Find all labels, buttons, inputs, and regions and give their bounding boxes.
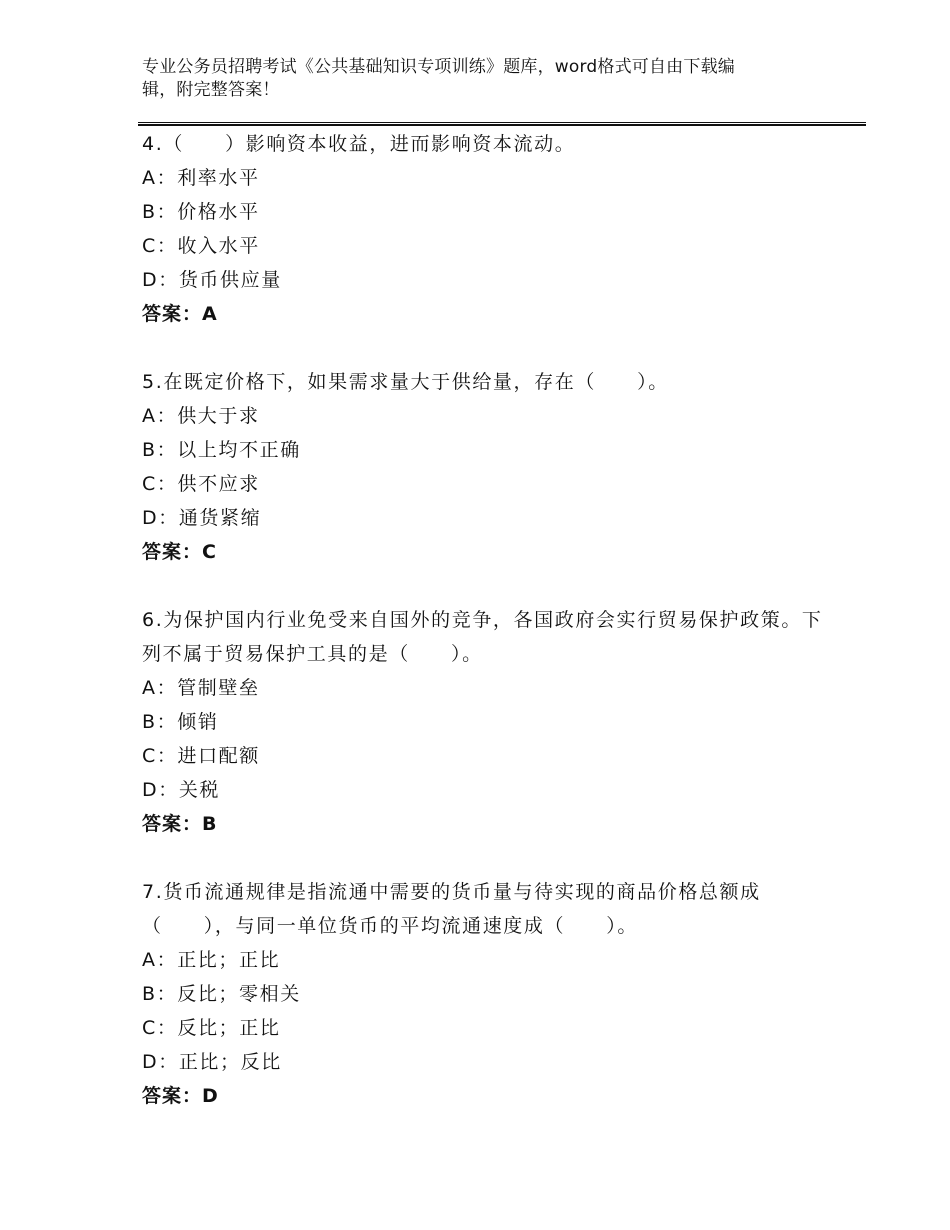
option-d: D：通货紧缩 (142, 507, 262, 529)
header-divider-thin (138, 122, 866, 123)
question-text: 7.货币流通规律是指流通中需要的货币量与待实现的商品价格总额成（ ），与同一单位货币的平均流通速度成（ ）。 (142, 881, 761, 937)
header-line-1: 专业公务员招聘考试《公共基础知识专项训练》题库，word格式可自由下载编 (142, 57, 735, 77)
question-spacer (142, 331, 842, 365)
answer-label: 答案：A (142, 303, 218, 325)
header-line-2: 辑，附完整答案！ (142, 80, 280, 100)
option-c: C：供不应求 (142, 473, 260, 495)
question-spacer (142, 841, 842, 875)
document-header (142, 56, 842, 102)
question-text: 6.为保护国内行业免受来自国外的竞争，各国政府会实行贸易保护政策。下列不属于贸易保护工具的是（ ）。 (142, 609, 823, 665)
option-b: B：以上均不正确 (142, 439, 301, 461)
option-b: B：反比；零相关 (142, 983, 301, 1005)
option-a: A：利率水平 (142, 167, 260, 189)
answer-label: 答案：B (142, 813, 218, 835)
question-spacer (142, 569, 842, 603)
option-a: A：正比；正比 (142, 949, 281, 971)
question-7 (142, 875, 842, 1113)
question-list (142, 127, 842, 1113)
option-b: B：价格水平 (142, 201, 260, 223)
option-d: D：关税 (142, 779, 221, 801)
option-d: D：正比；反比 (142, 1051, 282, 1073)
answer-label: 答案：D (142, 1085, 219, 1107)
question-6 (142, 603, 842, 841)
question-5 (142, 365, 842, 569)
question-text: 4.（ ）影响资本收益，进而影响资本流动。 (142, 133, 576, 155)
header-divider-thick (138, 124, 866, 126)
option-c: C：进口配额 (142, 745, 260, 767)
option-c: C：反比；正比 (142, 1017, 281, 1039)
option-d: D：货币供应量 (142, 269, 282, 291)
question-text: 5.在既定价格下，如果需求量大于供给量，存在（ ）。 (142, 371, 669, 393)
question-4 (142, 127, 842, 331)
answer-label: 答案：C (142, 541, 217, 563)
option-a: A：供大于求 (142, 405, 260, 427)
option-b: B：倾销 (142, 711, 219, 733)
option-a: A：管制壁垒 (142, 677, 260, 699)
option-c: C：收入水平 (142, 235, 260, 257)
